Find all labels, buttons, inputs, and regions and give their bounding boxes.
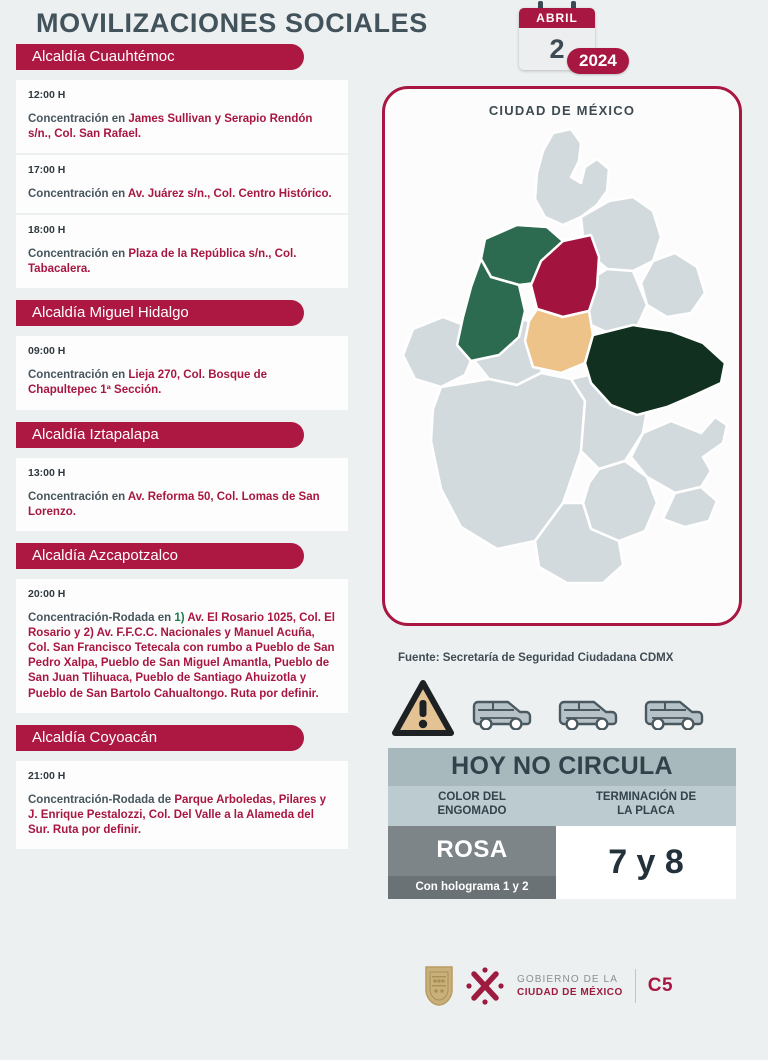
event-card [16,458,348,531]
event-lead: Concentración en [28,248,129,261]
event-place: Lieja 270, Col. Bosque de Chapultepec 1ª Sección. [28,369,268,397]
gobierno-label [517,973,623,1000]
event-place: Av. Juárez s/n., Col. Centro Histórico. [127,188,332,201]
event-lead: Concentración en [28,369,129,382]
hnc-holograma: Con holograma 1 y 2 [388,876,556,899]
hnc-col1-line2: ENGOMADO [437,804,507,817]
alcaldia-header: Alcaldía Azcapotzalco [16,543,304,569]
event-time: 18:00 H [28,224,66,237]
hnc-icon-row [388,680,736,748]
event-description [28,247,336,277]
event-card [16,761,348,849]
event-card [16,579,348,713]
event-time: 17:00 H [28,164,66,177]
cdmx-map [385,121,742,621]
event-lead: Concentración en [28,188,128,201]
event-time: 20:00 H [28,587,66,600]
event-card [16,155,348,213]
event-description [28,611,336,702]
hnc-color-value: ROSA [436,835,508,863]
hnc-col2-line2: LA PLACA [617,804,675,817]
gobierno-line2: CIUDAD DE MÉXICO [517,987,623,998]
event-place: James Sullivan y Serapio Rendón s/n., Col. San Rafael. [28,112,313,141]
event-time: 13:00 H [28,466,66,479]
gobierno-line1: GOBIERNO DE LA [517,973,618,985]
cdmx-logo-icon [462,965,508,1007]
event-lead: Concentración-Rodada en [28,611,175,624]
event-time: 12:00 H [28,89,66,101]
event-lead: Concentración-Rodada de [28,793,175,806]
hoy-no-circula-panel [388,680,736,899]
event-place: Parque Arboledas, Pilares y J. Enrique Pestalozzi, Col. Del Valle a la Alameda del Sur. Ruta por definir. [28,793,327,836]
hnc-col1-line1: COLOR DEL [438,791,506,803]
hnc-values [388,826,736,899]
event-lead: Concentración en [28,112,129,125]
event-description [28,112,336,142]
car-icon [642,696,704,730]
event-lead: Concentración en [28,490,128,503]
calendar-year: 2024 [567,48,629,74]
c5-logo: C5 [647,975,674,996]
hnc-col2-line1: TERMINACIÓN DE [595,791,697,803]
map-panel [382,86,742,626]
event-place: Av. Reforma 50, Col. Lomas de San Lorenzo. [28,490,320,518]
event-card [16,215,348,288]
alcaldia-header: Alcaldía Miguel Hidalgo [16,300,304,326]
hnc-col1-header [388,786,556,826]
event-time: 09:00 H [28,345,66,358]
warning-triangle-icon [392,680,454,738]
event-description [28,187,336,202]
map-title: CIUDAD DE MÉXICO [488,103,636,118]
hnc-column-headers [388,786,736,826]
event-description [28,490,336,520]
source-caption: Fuente: Secretaría de Seguridad Ciudadana CDMX [398,652,674,664]
mobilizations-list [16,44,348,861]
hnc-color-cell [388,826,556,899]
event-time: 21:00 H [28,769,66,782]
shield-crest-icon [424,965,454,1007]
event-place: Av. El Rosario 1025, Col. El Rosario y 2) Av. F.F.C.C. Nacionales y Manuel Acuña, Col. San Francisco Tetecala con rumbo a Pueblo de San Pedro Xalpa, Pueblo de San Miguel Amantla, Pueblo de San Juan Tlihuaca, Pueblo de Santiago Ahuizotla y Pueblo de San Bartolo Cahualtongo. Ruta por definir. [28,611,335,700]
event-card [16,80,348,153]
event-place: Plaza de la República s/n., Col. Tabacalera. [28,248,297,276]
event-description [28,368,336,398]
event-description [28,793,336,839]
calendar-month: ABRIL [519,8,595,28]
alcaldia-header: Alcaldía Cuauhtémoc [16,44,304,70]
alcaldia-header: Alcaldía Iztapalapa [16,422,304,448]
alcaldia-header: Alcaldía Coyoacán [16,725,304,751]
footer-divider [635,969,636,1003]
event-route-number: 1) [174,611,185,624]
page-title: MOVILIZACIONES SOCIALES [36,8,428,38]
car-icon [556,696,618,730]
hnc-col2-header [556,786,736,826]
hnc-heading: HOY NO CIRCULA [388,748,736,786]
calendar-day: 2 [549,33,565,64]
hnc-plate-value: 7 y 8 [556,826,736,899]
car-icon [470,696,532,730]
event-card [16,336,348,409]
footer-logos [424,965,673,1007]
calendar-badge [519,4,617,70]
